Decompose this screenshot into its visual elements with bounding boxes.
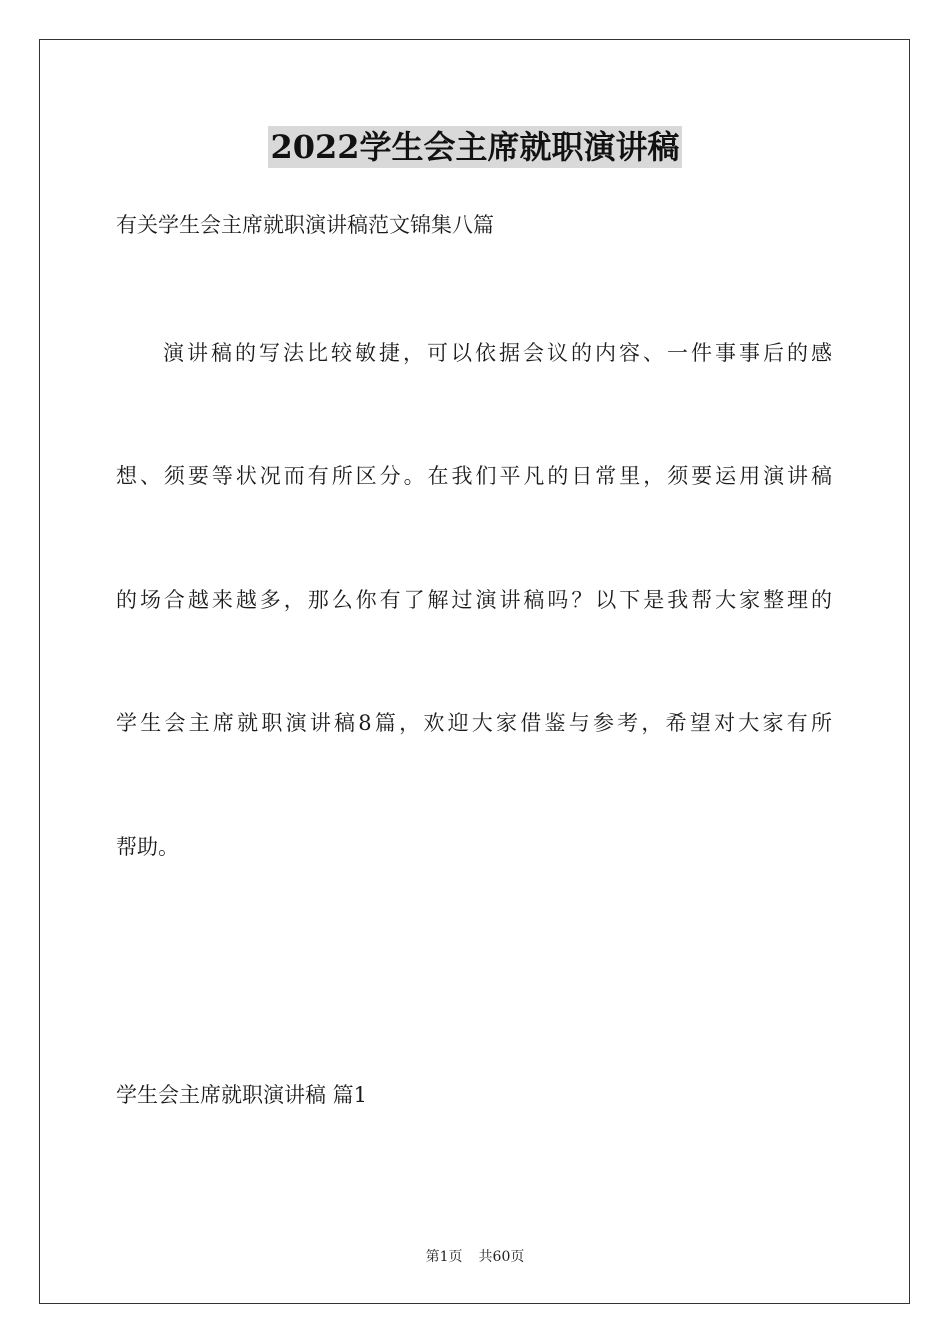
- page-footer: [0, 1247, 950, 1267]
- paragraph-line: 想、须要等状况而有所区分。在我们平凡的日常里，须要运用演讲稿: [116, 464, 832, 488]
- document-subtitle: 有关学生会主席就职演讲稿范文锦集八篇: [116, 213, 494, 237]
- paragraph-line: 学生会主席就职演讲稿8篇，欢迎大家借鉴与参考，希望对大家有所: [116, 711, 832, 735]
- page-number: 第1页: [425, 1249, 463, 1265]
- total-pages: 共60页: [478, 1249, 525, 1265]
- document-title: 2022学生会主席就职演讲稿: [270, 128, 680, 166]
- section-heading: 学生会主席就职演讲稿 篇1: [116, 1083, 368, 1107]
- paragraph-line: 帮助。: [116, 835, 179, 859]
- paragraph-line: 演讲稿的写法比较敏捷，可以依据会议的内容、一件事事后的感: [163, 341, 832, 365]
- paragraph-line: 的场合越来越多，那么你有了解过演讲稿吗？以下是我帮大家整理的: [116, 588, 832, 612]
- title-wrapper: [0, 126, 950, 168]
